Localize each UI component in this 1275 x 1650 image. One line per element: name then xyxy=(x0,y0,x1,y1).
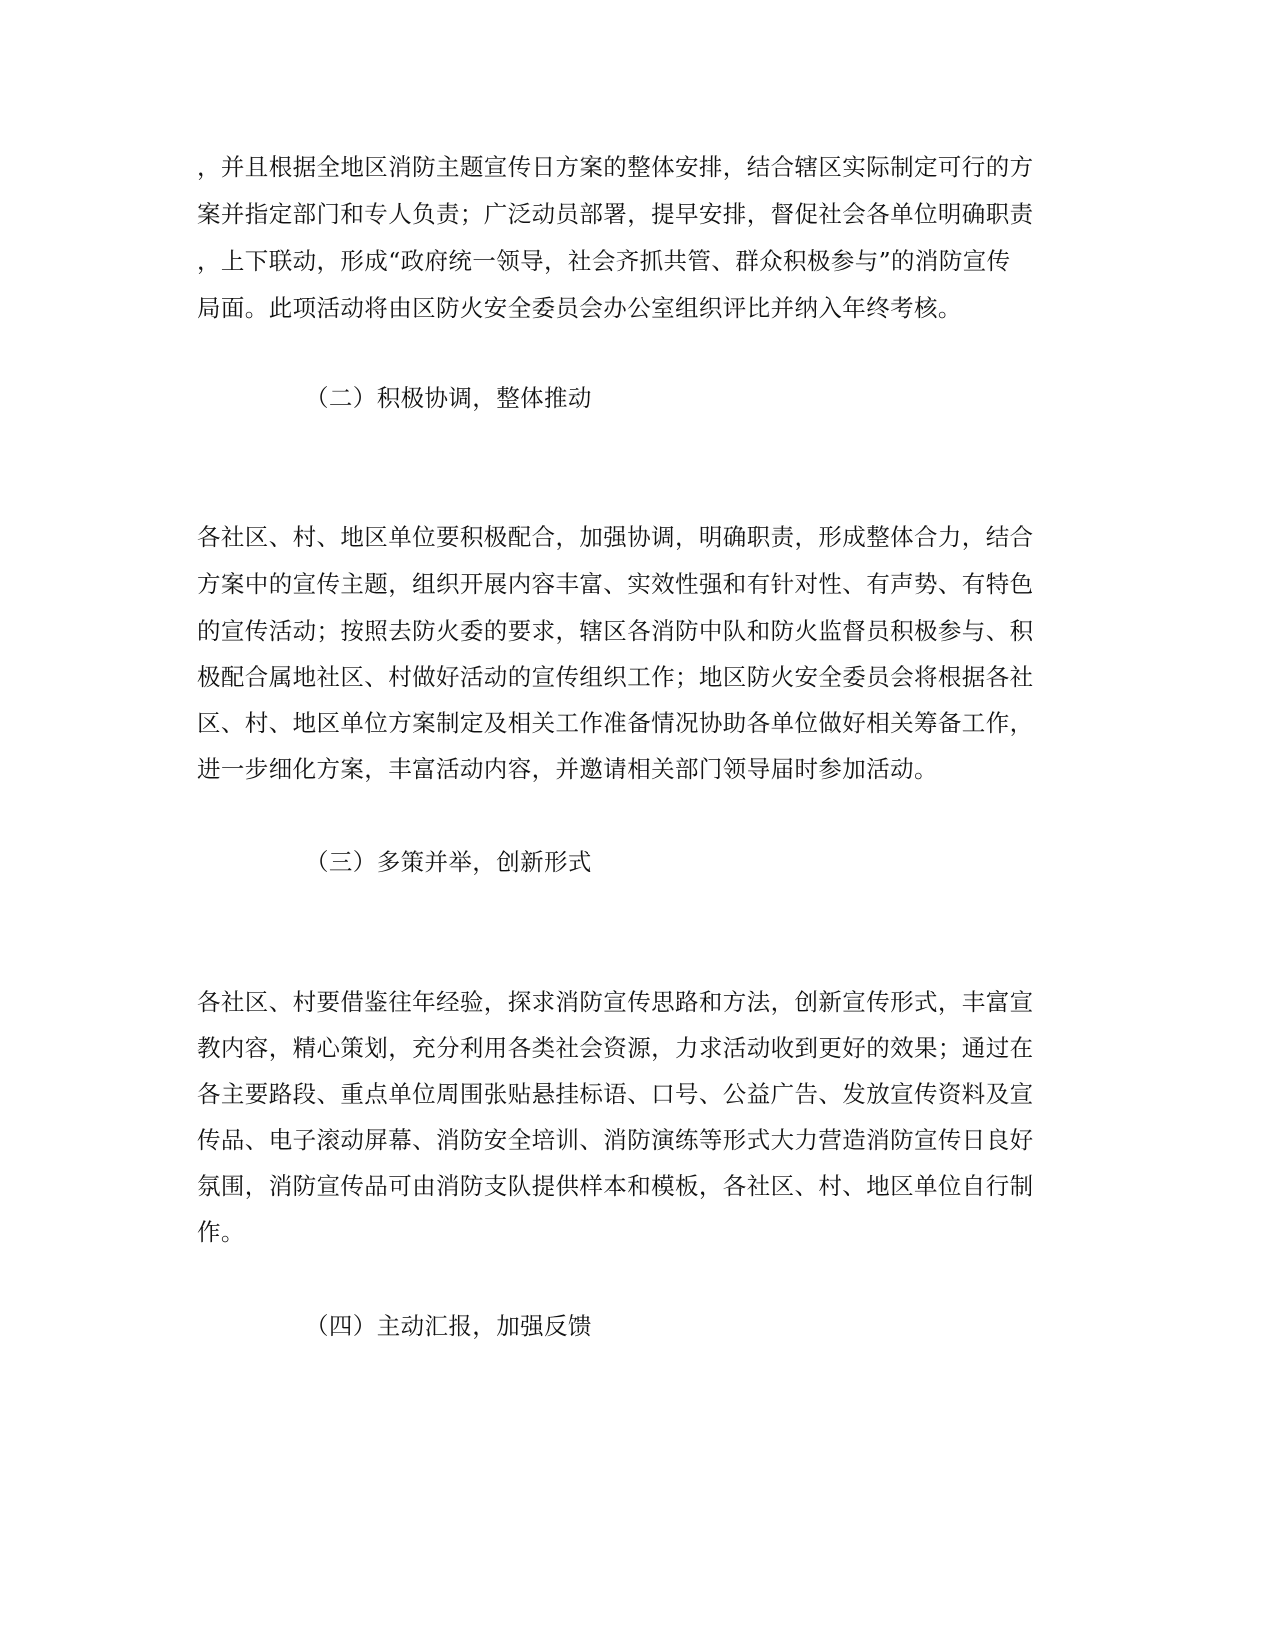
paragraph-line: 作。 xyxy=(197,1218,245,1246)
paragraph-line: 方案中的宣传主题，组织开展内容丰富、实效性强和有针对性、有声势、有特色 xyxy=(197,570,1034,598)
paragraph-line: 各主要路段、重点单位周围张贴悬挂标语、口号、公益广告、发放宣传资料及宣 xyxy=(197,1080,1034,1108)
paragraph-line: 局面。此项活动将由区防火安全委员会办公室组织评比并纳入年终考核。 xyxy=(197,294,962,322)
paragraph-line: 氛围，消防宣传品可由消防支队提供样本和模板，各社区、村、地区单位自行制 xyxy=(197,1172,1034,1200)
paragraph-line: 各社区、村、地区单位要积极配合，加强协调，明确职责，形成整体合力，结合 xyxy=(197,523,1034,551)
paragraph-line: 各社区、村要借鉴往年经验，探求消防宣传思路和方法，创新宣传形式，丰富宣 xyxy=(197,988,1034,1016)
section-heading-3: （三）多策并举，创新形式 xyxy=(305,848,592,876)
paragraph-line: 进一步细化方案，丰富活动内容，并邀请相关部门领导届时参加活动。 xyxy=(197,755,938,783)
section-heading-2: （二）积极协调，整体推动 xyxy=(305,384,592,412)
paragraph-line: ，并且根据全地区消防主题宣传日方案的整体安排，结合辖区实际制定可行的方 xyxy=(197,153,1034,181)
paragraph-line: 教内容，精心策划，充分利用各类社会资源，力求活动收到更好的效果；通过在 xyxy=(197,1034,1034,1062)
paragraph-line: 极配合属地社区、村做好活动的宣传组织工作；地区防火安全委员会将根据各社 xyxy=(197,663,1034,691)
paragraph-line: 区、村、地区单位方案制定及相关工作准备情况协助各单位做好相关筹备工作， xyxy=(197,709,1034,737)
paragraph-line: 传品、电子滚动屏幕、消防安全培训、消防演练等形式大力营造消防宣传日良好 xyxy=(197,1126,1034,1154)
paragraph-line: 案并指定部门和专人负责；广泛动员部署，提早安排，督促社会各单位明确职责 xyxy=(197,200,1034,228)
section-heading-4: （四）主动汇报，加强反馈 xyxy=(305,1312,592,1340)
paragraph-line: 的宣传活动；按照去防火委的要求，辖区各消防中队和防火监督员积极参与、积 xyxy=(197,617,1034,645)
paragraph-line: ，上下联动，形成“政府统一领导，社会齐抓共管、群众积极参与”的消防宣传 xyxy=(197,247,1011,275)
